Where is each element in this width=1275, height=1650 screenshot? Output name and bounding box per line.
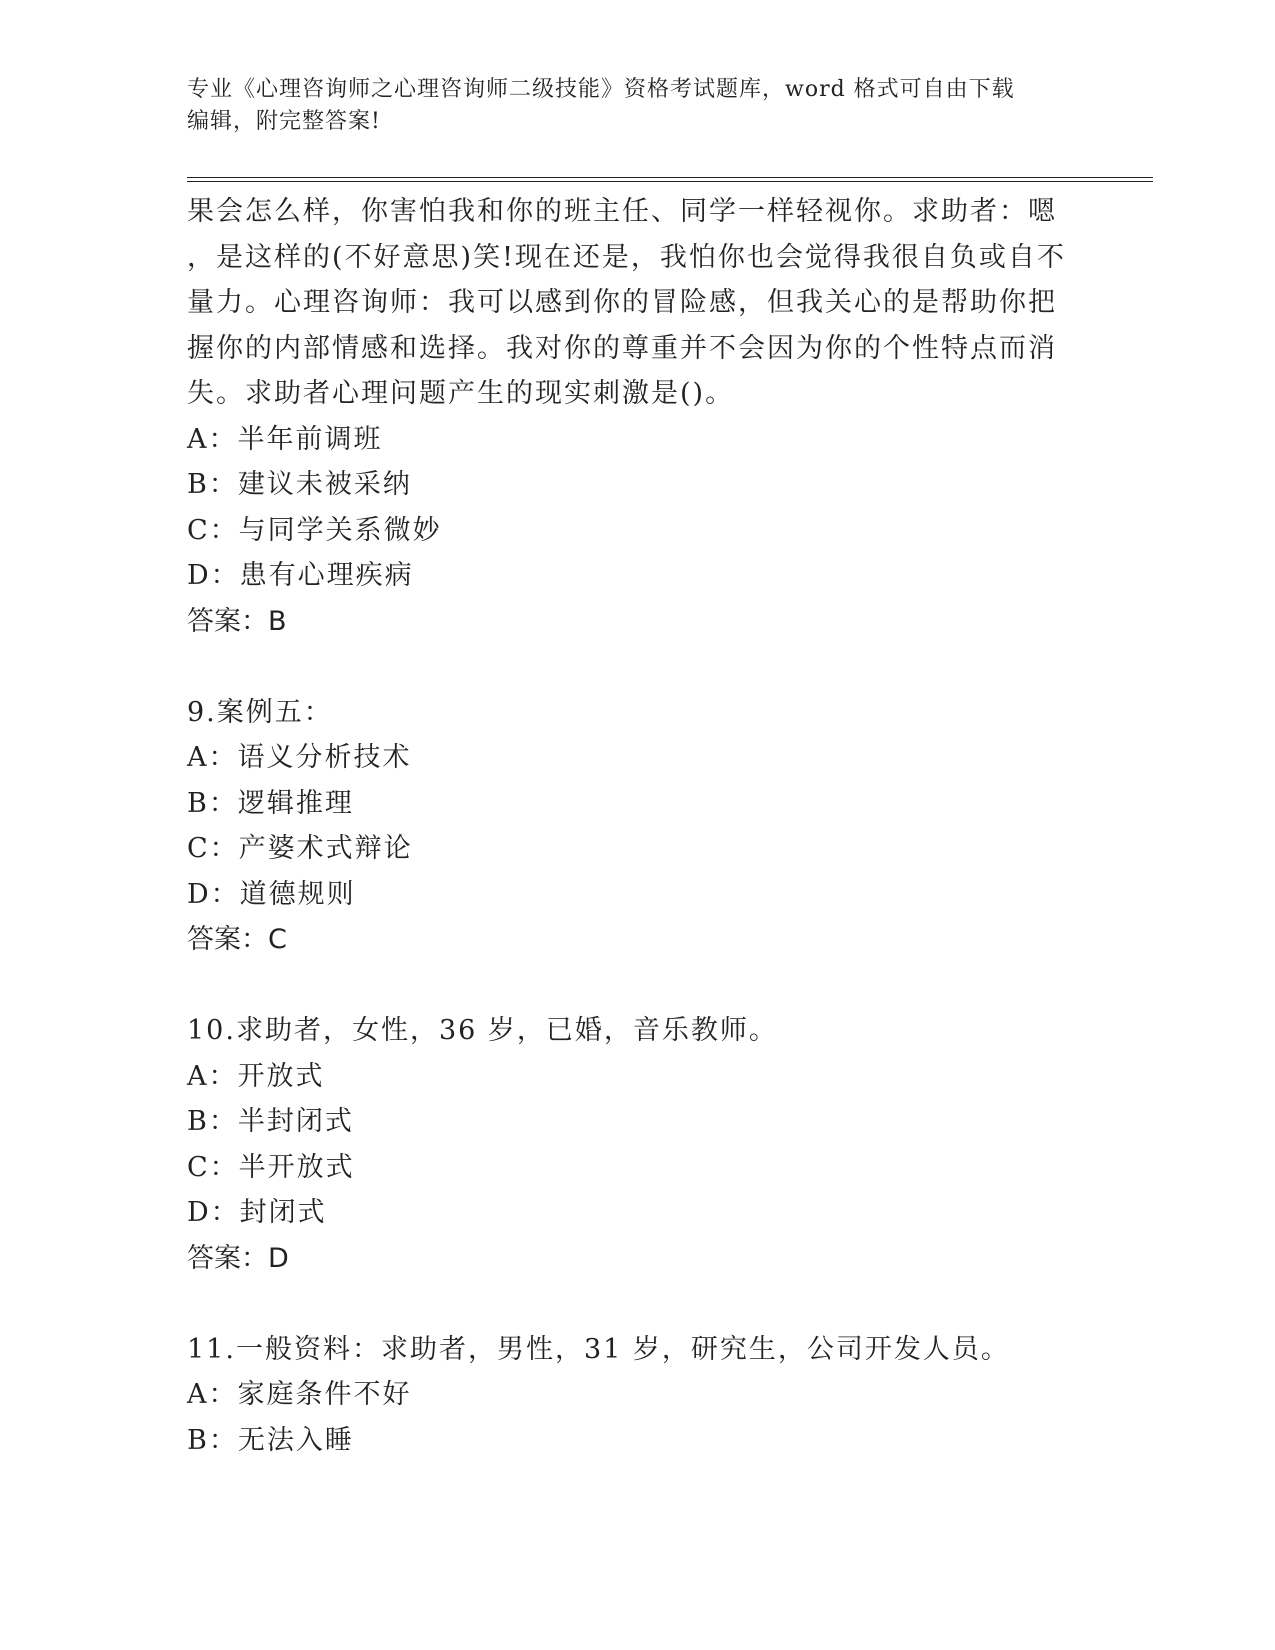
question-11-option-b: B：无法入睡 xyxy=(187,1424,354,1456)
question-9-title: 9.案例五： xyxy=(187,696,333,728)
question-9-option-d: D：道德规则 xyxy=(187,878,356,910)
question-9-option-b: B：逻辑推理 xyxy=(187,787,354,819)
question-11-title: 11.一般资料：求助者，男性，31 岁，研究生，公司开发人员。 xyxy=(187,1333,1010,1365)
question-9-option-a: A：语义分析技术 xyxy=(187,742,412,773)
question-10-option-a: A：开放式 xyxy=(187,1060,325,1092)
question-spacer xyxy=(187,644,1087,690)
header-title-line-2: 编辑，附完整答案! xyxy=(187,109,381,134)
question-spacer xyxy=(187,1281,1087,1327)
header-title-line-1: 专业《心理咨询师之心理咨询师二级技能》资格考试题库，word 格式可自由下载 xyxy=(187,77,1015,102)
question-9-answer: 答案：C xyxy=(187,924,287,955)
question-8-option-d: D：患有心理疾病 xyxy=(187,560,414,591)
question-11-option-a: A：家庭条件不好 xyxy=(187,1379,412,1410)
question-8-text-line: ，是这样的(不好意思)笑!现在还是，我怕你也会觉得我很自负或自不 xyxy=(187,241,1066,273)
question-8-option-c: C：与同学关系微妙 xyxy=(187,514,442,546)
question-8-option-a: A：半年前调班 xyxy=(187,423,383,455)
question-8-answer: 答案：B xyxy=(187,605,287,637)
question-9-option-c: C：产婆术式辩论 xyxy=(187,833,413,864)
question-8-text-line: 失。求助者心理问题产生的现实刺激是()。 xyxy=(187,378,735,409)
document-body xyxy=(187,189,1087,1463)
header-divider-bottom xyxy=(187,181,1153,182)
question-8-option-b: B：建议未被采纳 xyxy=(187,469,412,500)
question-10-option-c: C：半开放式 xyxy=(187,1151,355,1183)
question-10-title: 10.求助者，女性，36 岁，已婚，音乐教师。 xyxy=(187,1015,778,1046)
question-10-answer: 答案：D xyxy=(187,1242,289,1274)
question-8-text-line: 果会怎么样，你害怕我和你的班主任、同学一样轻视你。求助者：嗯 xyxy=(187,196,1057,227)
question-10-option-d: D：封闭式 xyxy=(187,1197,327,1228)
question-8-text-line: 握你的内部情感和选择。我对你的尊重并不会因为你的个性特点而消 xyxy=(187,332,1057,364)
question-10-option-b: B：半封闭式 xyxy=(187,1106,354,1137)
header-divider-top xyxy=(187,177,1153,178)
document-header xyxy=(187,74,1087,138)
question-8-text-line: 量力。心理咨询师：我可以感到你的冒险感，但我关心的是帮助你把 xyxy=(187,287,1057,318)
question-spacer xyxy=(187,963,1087,1009)
